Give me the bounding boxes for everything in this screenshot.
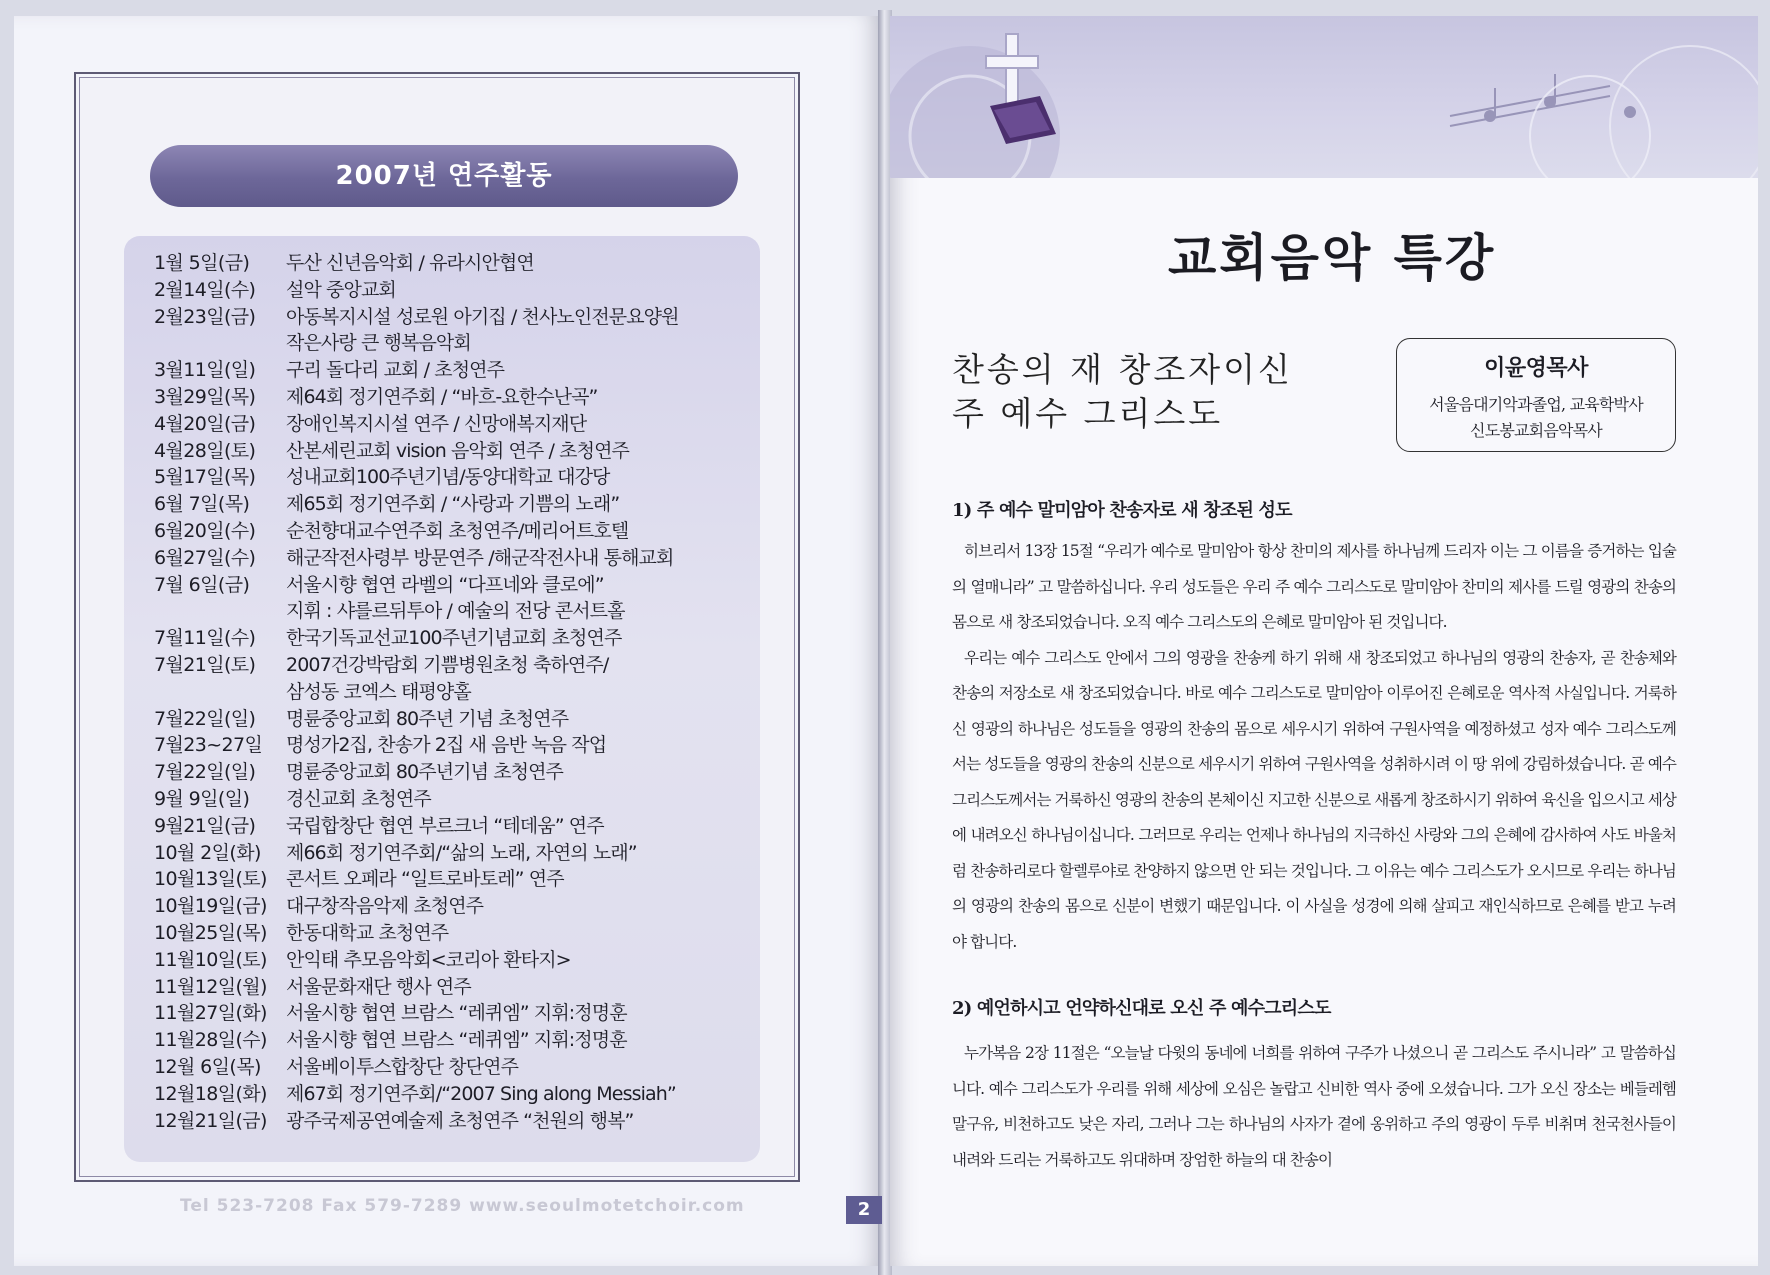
section-2-body [952,1036,1676,1178]
schedule-event: 삼성동 코엑스 태평양홀 [286,680,471,703]
schedule-date [154,598,286,625]
schedule-event: 안익태 추모음악회<코리아 환타지> [286,948,571,971]
schedule-date: 9월21일(금) [154,814,256,837]
schedule-date [154,679,286,706]
schedule-row [154,384,754,411]
schedule-date: 11월12일(월) [154,975,267,998]
section-1-heading: 1) 주 예수 말미암아 찬송자로 새 창조된 성도 [952,500,1292,521]
schedule-list [154,250,754,1134]
schedule-row [154,866,754,893]
contact-footer: Tel 523-7208 Fax 579-7289 www.seoulmotetchoir.com [180,1196,745,1216]
schedule-date: 7월11일(수) [154,627,256,650]
schedule-date: 1월 5일(금) [154,252,250,274]
schedule-row [154,250,754,277]
schedule-row [154,277,754,304]
schedule-date: 2월14일(수) [154,278,256,301]
paragraph: 우리는 예수 그리스도 안에서 그의 영광을 찬송케 하기 위해 새 창조되었고 하나님의 영광의 찬송자, 곧 찬송체와 찬송의 저장소로 새 창조되었습니다. 바로 예수 그리스도로 말미암아 이루어진 은혜로운 역사적 사실입니다. 거룩하신 영광의 하나님은 성도들을 영광의 찬송의 몸으로 세우시기 위하여 구원사역을 예정하셨고 성자 예수 그리스도께서는 성도들을 영광의 찬송의 신분으로 세우시기 위하여 구원사역을 성취하시려 이 땅 위에 강림하셨습니다. 곧 예수 그리스도께서는 거룩하신 영광의 찬송의 본체이신 지고한 신분으로 새롭게 창조하시기 위하여 육신을 입으시고 세상에 내려오신 하나님이십니다. 그러므로 우리는 언제나 하나님의 지극하신 사랑와 그의 은혜에 감사하여 사도 바울처럼 찬송하리로다 할렐루야로 찬양하지 않으면 안 되는 것입니다. 그 이유는 예수 그리스도가 오시므로 우리는 하나님의 영광의 찬송의 몸으로 신분이 변했기 때문입니다. 이 사실을 성경에 의해 살피고 재인식하므로 은혜를 받고 누려야 합니다. [952,648,1676,951]
schedule-event: 지휘 : 샤를르뒤투아 / 예술의 전당 콘서트홀 [286,600,625,623]
schedule-date: 11월27일(화) [154,1002,267,1025]
schedule-event: 2007건강박람회 기쁨병원초청 축하연주/ [286,653,609,676]
schedule-event: 한동대학교 초청연주 [286,921,449,944]
schedule-date: 3월29일(목) [154,385,256,408]
schedule-row [154,1027,754,1054]
header-banner [890,16,1758,178]
banner-illustration [890,16,1758,178]
schedule-date: 7월21일(토) [154,653,256,676]
schedule-date: 12월21일(금) [154,1109,267,1132]
schedule-event: 광주국제공연예술제 초청연주 “천원의 행복” [286,1109,634,1132]
schedule-row [154,679,754,706]
schedule-event: 경신교회 초청연주 [286,787,431,810]
schedule-event: 제65회 정기연주회 / “사랑과 기쁨의 노래” [286,493,620,516]
schedule-date: 7월22일(일) [154,761,256,784]
schedule-row [154,330,754,357]
schedule-event: 해군작전사령부 방문연주 /해군작전사내 통해교회 [286,546,674,569]
schedule-event: 장애인복지시설 연주 / 신망애복지재단 [286,412,587,435]
schedule-date: 5월17일(목) [154,466,256,489]
schedule-date: 6월20일(수) [154,519,256,542]
lecture-subtitle [952,348,1352,436]
schedule-event: 명륜중앙교회 80주년 기념 초청연주 [286,707,569,730]
schedule-event: 두산 신년음악회 / 유라시안협연 [286,252,534,274]
schedule-row [154,1054,754,1081]
schedule-row [154,464,754,491]
schedule-row [154,786,754,813]
schedule-date: 4월28일(토) [154,439,256,462]
schedule-date: 3월11일(일) [154,359,256,382]
schedule-row [154,652,754,679]
author-credential: 서울음대기악과졸업, 교육학박사 [1429,395,1643,414]
schedule-event: 제67회 정기연주회/“2007 Sing along Messiah” [286,1082,676,1105]
author-box [1396,338,1676,452]
schedule-row [154,518,754,545]
schedule-row [154,947,754,974]
schedule-row [154,411,754,438]
schedule-event: 제66회 정기연주회/“삶의 노래, 자연의 노래” [286,841,637,864]
schedule-event: 국립합창단 협연 부르크너 “테데움” 연주 [286,814,604,837]
schedule-date: 6월 7일(목) [154,493,250,516]
schedule-row [154,920,754,947]
schedule-date: 4월20일(금) [154,412,256,435]
schedule-event: 콘서트 오페라 “일트로바토레” 연주 [286,868,564,891]
schedule-title: 2007년 연주활동 [150,145,738,207]
schedule-date: 6월27일(수) [154,546,256,569]
schedule-row [154,304,754,331]
schedule-row [154,357,754,384]
schedule-event: 작은사랑 큰 행복음악회 [286,332,471,355]
page-number-left: 2 [846,1196,882,1224]
schedule-event: 순천향대교수연주회 초청연주/메리어트호텔 [286,519,629,542]
schedule-event: 대구창작음악제 초청연주 [286,895,484,918]
lecture-title: 교회음악 특강 [1168,229,1497,287]
schedule-row [154,1108,754,1135]
schedule-date: 11월28일(수) [154,1029,267,1052]
schedule-event: 한국기독교선교100주년기념교회 초청연주 [286,627,622,650]
schedule-date: 7월22일(일) [154,707,256,730]
schedule-event: 서울문화재단 행사 연주 [286,975,471,998]
schedule-event: 아동복지시설 성로원 아기집 / 천사노인전문요양원 [286,305,679,328]
schedule-date: 7월23~27일 [154,734,263,757]
schedule-event: 제64회 정기연주회 / “바흐-요한수난곡” [286,385,598,408]
schedule-event: 구리 돌다리 교회 / 초청연주 [286,359,505,382]
schedule-row [154,706,754,733]
schedule-date: 10월19일(금) [154,895,267,918]
schedule-date: 12월18일(화) [154,1082,267,1105]
schedule-event: 서울시향 협연 라벨의 “다프네와 클로에” [286,573,604,596]
schedule-row [154,840,754,867]
paragraph: 누가복음 2장 11절은 “오늘날 다윗의 동네에 너희를 위하여 구주가 나셨으니 곧 그리스도 주시니라” 고 말씀하십니다. 예수 그리스도가 우리를 위해 세상에 오심은 놀랍고 신비한 역사 중에 오셨습니다. 그가 오신 장소는 베들레헴 말구유, 비천하고도 낮은 자리, 그러나 그는 하나님의 사자가 곁에 옹위하고 주의 영광이 두루 비취며 천국천사들이 내려와 드리는 거룩하고도 위대하며 장엄한 하늘의 대 찬송이 [952,1044,1676,1169]
schedule-event: 설악 중앙교회 [286,278,396,301]
schedule-date: 7월 6일(금) [154,573,250,596]
schedule-date: 10월 2일(화) [154,841,261,864]
schedule-row [154,572,754,599]
paragraph: 히브리서 13장 15절 “우리가 예수로 말미암아 항상 찬미의 제사를 하나님께 드리자 이는 그 이름을 증거하는 입술의 열매니라” 고 말씀하십니다. 우리 성도들은 우리 주 예수 그리스도로 말미암아 찬미의 제사를 드릴 영광의 찬송의 몸으로 새 창조되었습니다. 오직 예수 그리스도의 은혜로 말미암아 된 것입니다. [952,542,1676,631]
schedule-event: 서울시향 협연 브람스 “레퀴엠” 지휘:정명훈 [286,1002,627,1025]
section-1-body [952,534,1676,960]
schedule-event: 산본세린교회 vision 음악회 연주 / 초청연주 [286,439,629,462]
schedule-date: 10월25일(목) [154,921,267,944]
subtitle-line-2: 주 예수 그리스도 [952,394,1224,433]
schedule-row [154,1000,754,1027]
schedule-date: 10월13일(토) [154,868,267,891]
schedule-event: 서울시향 협연 브람스 “레퀴엠” 지휘:정명훈 [286,1029,627,1052]
schedule-date: 9월 9일(일) [154,787,250,810]
schedule-event: 명륜중앙교회 80주년기념 초청연주 [286,761,564,784]
schedule-date: 11월10일(토) [154,948,267,971]
schedule-row [154,732,754,759]
schedule-event: 서울베이투스합창단 창단연주 [286,1055,519,1078]
subtitle-line-1: 찬송의 재 창조자이신 [952,350,1293,389]
schedule-row [154,491,754,518]
schedule-date: 2월23일(금) [154,305,256,328]
schedule-date: 12월 6일(목) [154,1055,261,1078]
schedule-row [154,1081,754,1108]
author-credential: 신도봉교회음악목사 [1470,421,1602,440]
schedule-date [154,330,286,357]
schedule-row [154,893,754,920]
section-2-heading: 2) 예언하시고 언약하신대로 오신 주 예수그리스도 [952,998,1331,1019]
schedule-row [154,545,754,572]
schedule-row [154,759,754,786]
schedule-row [154,598,754,625]
schedule-row [154,813,754,840]
schedule-event: 명성가2집, 찬송가 2집 새 음반 녹음 작업 [286,734,607,757]
schedule-row [154,974,754,1001]
schedule-row [154,438,754,465]
author-name: 이윤영목사 [1484,356,1588,381]
schedule-row [154,625,754,652]
schedule-event: 성내교회100주년기념/동양대학교 대강당 [286,466,610,489]
